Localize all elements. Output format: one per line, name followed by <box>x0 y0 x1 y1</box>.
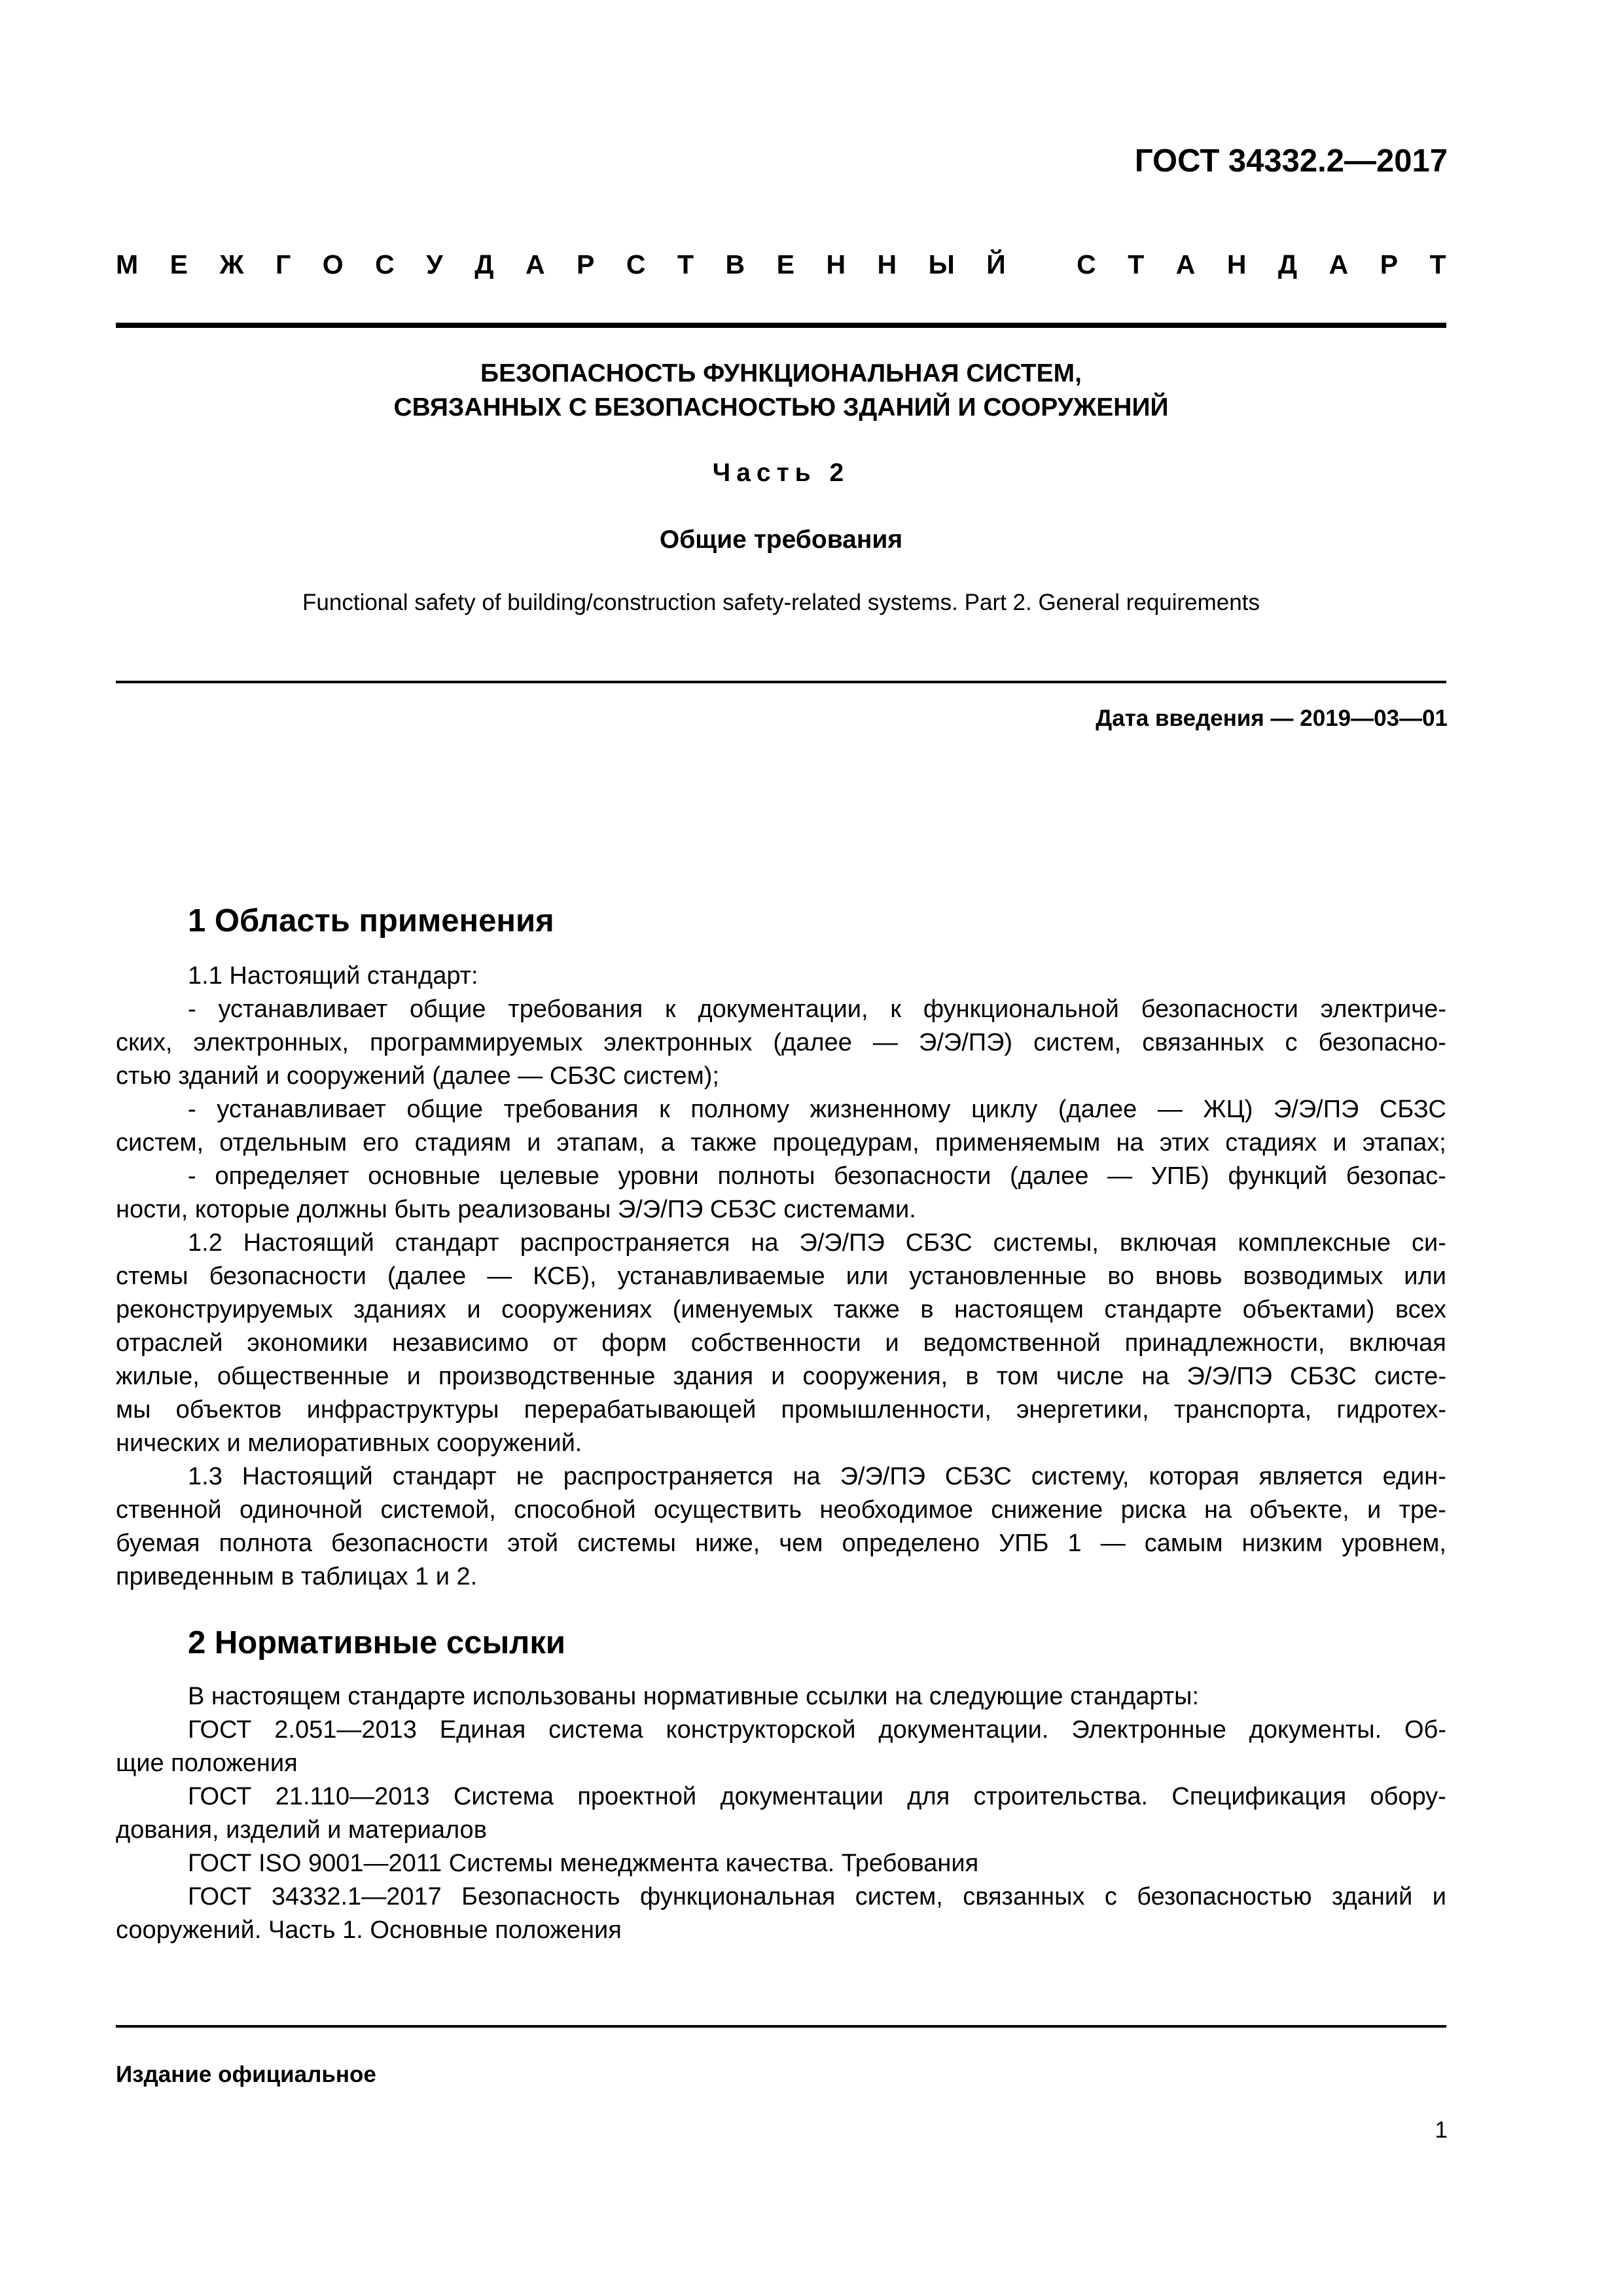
english-title: Functional safety of building/construction safety-related systems. Part 2. General requirements <box>302 590 1260 615</box>
standard-type-letter: Т <box>1128 249 1145 279</box>
standard-type-letter: Д <box>474 249 494 279</box>
document-code: ГОСТ 34332.2—2017 <box>1134 143 1448 179</box>
standard-type-letter: В <box>725 249 745 279</box>
standard-type-letter: Е <box>169 249 188 279</box>
text-line: - устанавливает общие требования к документации, к функциональной безопасности электриче- <box>188 996 1446 1023</box>
text-line: ских, электронных, программируемых электронных (далее — Э/Э/ПЭ) систем, связанных с безопасно- <box>116 1029 1446 1056</box>
text-line: 1.1 Настоящий стандарт: <box>188 962 478 990</box>
standard-type-letter: Н <box>826 249 846 279</box>
standard-type-letter: Г <box>276 249 291 279</box>
standard-type-letter: Н <box>877 249 897 279</box>
standard-type-heading <box>116 251 1446 278</box>
text-line: ГОСТ 2.051—2013 Единая система конструкторской документации. Электронные документы. Об- <box>188 1716 1446 1744</box>
footer-divider <box>116 2025 1446 2028</box>
text-line: жилые, общественные и производственные здания и сооружения, в том числе на Э/Э/ПЭ СБЗС систе- <box>116 1363 1446 1390</box>
standard-type-letter: Д <box>1277 249 1298 279</box>
title-divider <box>116 681 1446 683</box>
standard-type-letter: С <box>1077 249 1096 279</box>
text-line: ГОСТ 34332.1—2017 Безопасность функциональная систем, связанных с безопасностью зданий и <box>188 1883 1446 1910</box>
text-line: реконструируемых зданиях и сооружениях (именуемых также в настоящем стандарте объектами) всех <box>116 1296 1446 1323</box>
standard-type-letter: Т <box>1429 249 1446 279</box>
text-line: приведенным в таблицах 1 и 2. <box>116 1563 478 1590</box>
section-1-heading: 1 Область применения <box>188 903 554 939</box>
section-1-body <box>116 960 1446 1594</box>
introduction-date: Дата введения — 2019—03—01 <box>1096 706 1448 731</box>
text-line: систем, отдельным его стадиям и этапам, а также процедурам, применяемым на этих стадиях и этапах; <box>116 1129 1446 1157</box>
standard-type-letter: О <box>322 249 344 279</box>
text-line: 1.2 Настоящий стандарт распространяется на Э/Э/ПЭ СБЗС системы, включая комплексные си- <box>188 1229 1446 1257</box>
standard-type-letter: С <box>626 249 646 279</box>
standard-type-letter: Е <box>776 249 794 279</box>
text-line: буемая полнота безопасности этой системы ниже, чем определено УПБ 1 — самым низким уровнем, <box>116 1530 1446 1557</box>
standard-type-letter <box>1037 251 1044 278</box>
standard-type-letter: Й <box>986 249 1006 279</box>
standard-type-letter: А <box>1175 249 1196 279</box>
text-line: дования, изделий и материалов <box>116 1816 487 1844</box>
standard-type-letter: Т <box>677 249 694 279</box>
document-subtitle: Общие требования <box>659 526 903 554</box>
standard-type-letter: А <box>525 249 545 279</box>
page-number: 1 <box>1435 2117 1448 2143</box>
standard-type-letter: Р <box>1380 249 1399 279</box>
text-line: ственной одиночной системой, способной осуществить необходимое снижение риска на объекте, и тре- <box>116 1496 1446 1524</box>
standard-type-letter: А <box>1329 249 1349 279</box>
standard-type-letter: Н <box>1226 249 1247 279</box>
title-line-1: БЕЗОПАСНОСТЬ ФУНКЦИОНАЛЬНАЯ СИСТЕМ, <box>480 359 1082 387</box>
text-line: - устанавливает общие требования к полному жизненному циклу (далее — ЖЦ) Э/Э/ПЭ СБЗС <box>188 1096 1446 1123</box>
text-line: 1.3 Настоящий стандарт не распространяется на Э/Э/ПЭ СБЗС систему, которая является един- <box>188 1463 1446 1490</box>
text-line: стемы безопасности (далее — КСБ), устанавливаемые или установленные во вновь возводимых или <box>116 1263 1446 1290</box>
text-line: стью зданий и сооружений (далее — СБЗС систем); <box>116 1062 719 1090</box>
text-line: ГОСТ 21.110—2013 Система проектной документации для строительства. Спецификация обору- <box>188 1783 1446 1810</box>
standard-type-letter: Ж <box>219 249 244 279</box>
header-divider <box>116 323 1446 328</box>
part-label: Часть 2 <box>712 459 850 487</box>
standard-type-letter: С <box>375 249 395 279</box>
text-line: нических и мелиоративных сооружений. <box>116 1429 582 1457</box>
standard-type-letter: У <box>426 249 443 279</box>
edition-note: Издание официальное <box>116 2062 376 2087</box>
text-line: - определяет основные целевые уровни полноты безопасности (далее — УПБ) функций безопас- <box>188 1162 1446 1190</box>
standard-type-letter: М <box>116 249 139 279</box>
title-line-2: СВЯЗАННЫХ С БЕЗОПАСНОСТЬЮ ЗДАНИЙ И СООРУЖЕНИЙ <box>393 393 1169 422</box>
text-line: щие положения <box>116 1749 298 1777</box>
text-line: сооружений. Часть 1. Основные положения <box>116 1916 622 1944</box>
section-2-heading: 2 Нормативные ссылки <box>188 1625 565 1660</box>
section-2-body <box>116 1680 1446 1947</box>
text-line: мы объектов инфраструктуры перерабатывающей промышленности, энергетики, транспорта, гидротех- <box>116 1396 1446 1424</box>
standard-type-letter: Р <box>577 249 595 279</box>
text-line: В настоящем стандарте использованы нормативные ссылки на следующие стандарты: <box>188 1683 1200 1710</box>
standard-type-letter: Ы <box>928 249 955 279</box>
text-line: отраслей экономики независимо от форм собственности и ведомственной принадлежности, включая <box>116 1329 1446 1357</box>
text-line: ности, которые должны быть реализованы Э/Э/ПЭ СБЗС системами. <box>116 1196 916 1223</box>
text-line: ГОСТ ISO 9001—2011 Системы менеджмента качества. Требования <box>188 1850 979 1877</box>
document-title <box>116 357 1446 425</box>
